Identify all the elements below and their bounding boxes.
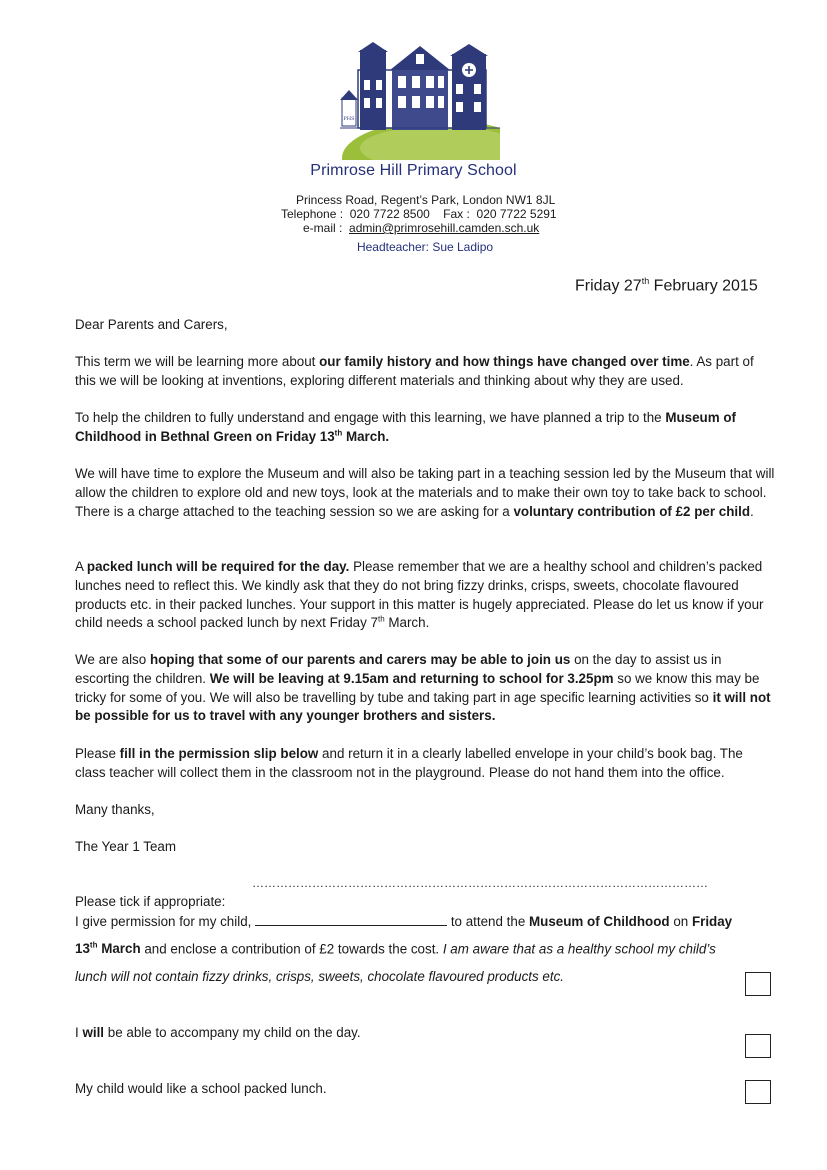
fax-number: 020 7722 5291 [476, 207, 557, 221]
accompany-checkbox[interactable] [745, 1034, 771, 1058]
salutation: Dear Parents and Carers, [75, 317, 228, 332]
school-logo [340, 40, 500, 160]
paragraph-2: To help the children to fully understand and engage with this learning, we have planned a trip to the Museum of Childhood in Bethnal Green on Friday 13th March. [75, 410, 737, 444]
school-name: Primrose Hill Primary School [310, 162, 517, 179]
permission-line-3: lunch will not contain fizzy drinks, crisps, sweets, chocolate flavoured products etc. [75, 969, 564, 984]
paragraph-1: This term we will be learning more about our family history and how things have changed over time. As part of this we will be looking at inventions, exploring different materials and thinking about why they are used. [75, 354, 754, 388]
paragraph-3: We will have time to explore the Museum and will also be taking part in a teaching session led by the Museum that will allow the children to explore old and new toys, look at the materials and to make their own toy to take back to school. There is a charge attached to the teaching session so we are asking for a voluntary contribution of £2 per child. [75, 466, 775, 519]
permission-checkbox[interactable] [745, 972, 771, 996]
school-building-icon [340, 40, 500, 160]
headteacher: Headteacher: Sue Ladipo [356, 240, 494, 254]
child-name-blank[interactable] [255, 913, 447, 926]
email-line [303, 221, 539, 235]
permission-line-2: 13th March and enclose a contribution of £2 towards the cost. I am aware that as a healthy school my child’s [75, 941, 716, 957]
email-label: e-mail : [303, 221, 343, 235]
telephone-label: Telephone : [281, 207, 344, 221]
telephone-line [281, 207, 557, 221]
email-link[interactable]: admin@primrosehill.camden.sch.uk [349, 221, 540, 235]
paragraph-4: A packed lunch will be required for the day. Please remember that we are a healthy school and children’s packed lunches need to reflect this. We kindly ask that they do not bring fizzy drinks, crisps, sweets, chocolate flavoured products etc. in their packed lunches. Your support in this matter is hugely appreciated. Please do let us know if your child needs a school packed lunch by next Friday 7th March. [75, 559, 764, 631]
packed-lunch-checkbox[interactable] [745, 1080, 771, 1104]
svg-text:PHS: PHS [343, 116, 355, 122]
signature: The Year 1 Team [75, 839, 176, 854]
letter-date: Friday 27th February 2015 [575, 276, 758, 295]
tick-prompt: Please tick if appropriate: [75, 894, 226, 909]
address: Princess Road, Regent’s Park, London NW1 8JL [296, 193, 556, 207]
accompany-line: I will be able to accompany my child on the day. [75, 1025, 361, 1040]
telephone-number: 020 7722 8500 [349, 207, 430, 221]
cut-line: …………………………………………………………………………………………………… [252, 876, 708, 890]
paragraph-5: We are also hoping that some of our parents and carers may be able to join us on the day to assist us in escorting the children. We will be leaving at 9.15am and returning to school for 3.25pm so we know this may be tricky for some of you. We will also be travelling by tube and taking part in age specific learning activities so it will not be possible for us to travel with any younger brothers and sisters. [75, 652, 771, 724]
packed-lunch-line: My child would like a school packed lunch. [75, 1081, 327, 1096]
signoff: Many thanks, [75, 802, 155, 817]
fax-label: Fax : [443, 207, 470, 221]
permission-line-1: I give permission for my child, to attend the Museum of Childhood on Friday [75, 914, 733, 929]
paragraph-6: Please fill in the permission slip below and return it in a clearly labelled envelope in your child’s book bag. The class teacher will collect them in the classroom not in the playground. Please do not hand them into the office. [75, 746, 743, 780]
